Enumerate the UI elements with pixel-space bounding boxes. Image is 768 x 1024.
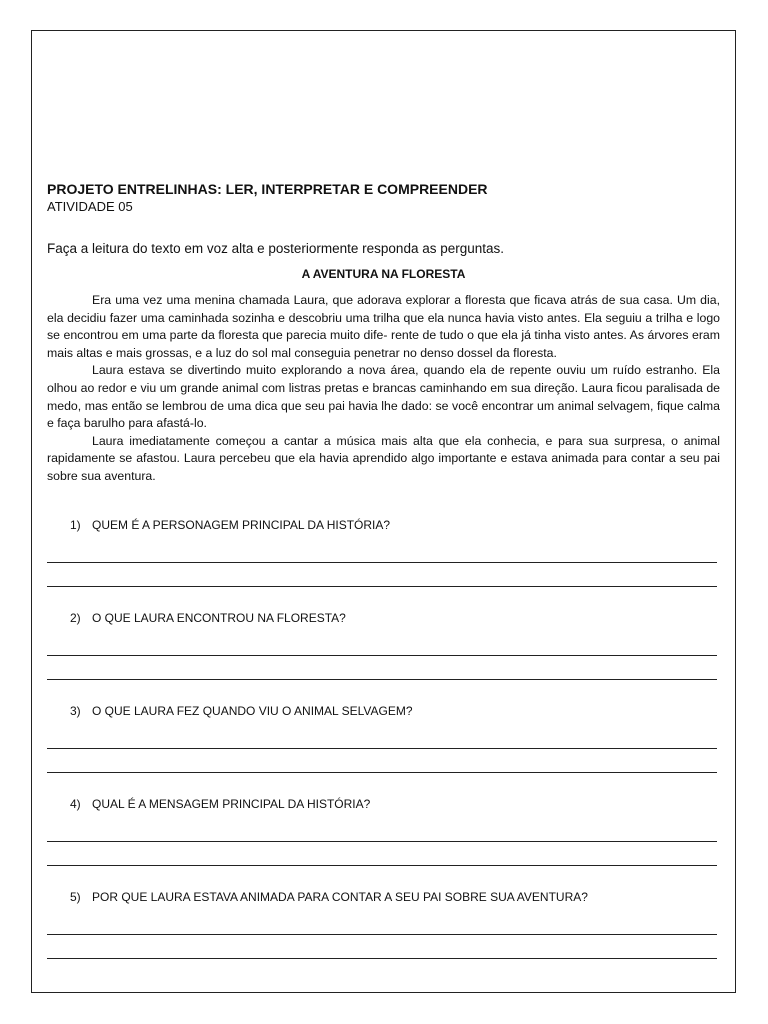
question-1	[47, 508, 720, 601]
story-paragraph-1: Era uma vez uma menina chamada Laura, que adorava explorar a floresta que ficava atrás de sua casa. Um dia, ela decidiu fazer uma caminhada sozinha e descobriu uma trilha que ela nunca havia visto antes. Ela seguiu a trilha e logo se encontrou em uma parte da floresta que parecia muito dife- rente de tudo o que ela já tinha visto antes. As árvores eram mais altas e mais grossas, e a luz do sol mal conseguia penetrar no denso dossel da floresta.	[47, 293, 720, 360]
question-text: QUEM É A PERSONAGEM PRINCIPAL DA HISTÓRIA?	[92, 517, 391, 532]
question-number: 1)	[70, 517, 81, 532]
answer-line[interactable]	[47, 958, 717, 959]
answer-line[interactable]	[47, 934, 717, 935]
reading-instruction: Faça a leitura do texto em voz alta e posteriormente responda as perguntas.	[47, 241, 505, 256]
answer-line[interactable]	[47, 586, 717, 587]
answer-line[interactable]	[47, 841, 717, 842]
question-text: O QUE LAURA ENCONTROU NA FLORESTA?	[92, 610, 346, 625]
story-title: A AVENTURA NA FLORESTA	[301, 267, 466, 281]
story-paragraph-3: Laura imediatamente começou a cantar a música mais alta que ela conhecia, e para sua surpresa, o animal rapidamente se afastou. Laura percebeu que ela havia aprendido algo importante e estava animada para contar a seu pai sobre sua aventura.	[47, 433, 720, 483]
answer-line[interactable]	[47, 748, 717, 749]
question-3	[47, 694, 720, 787]
question-5	[47, 880, 720, 973]
worksheet-content	[47, 180, 720, 973]
question-text: POR QUE LAURA ESTAVA ANIMADA PARA CONTAR A SEU PAI SOBRE SUA AVENTURA?	[92, 889, 588, 904]
answer-line[interactable]	[47, 679, 717, 680]
question-number: 5)	[70, 889, 81, 904]
question-text: QUAL É A MENSAGEM PRINCIPAL DA HISTÓRIA?	[92, 796, 371, 811]
question-number: 3)	[70, 703, 81, 718]
story-paragraph-2: Laura estava se divertindo muito explorando a nova área, quando ela de repente ouviu um ruído estranho. Ela olhou ao redor e viu um grande animal com listras pretas e brancas caminhando em sua direção. Laura ficou paralisada de medo, mas então se lembrou de uma dica que seu pai havia lhe dado: se você encontrar um animal selvagem, fique calma e faça barulho para afastá-lo.	[47, 363, 720, 431]
question-number: 4)	[70, 796, 81, 811]
question-2	[47, 601, 720, 694]
question-text: O QUE LAURA FEZ QUANDO VIU O ANIMAL SELVAGEM?	[92, 703, 413, 718]
project-title: PROJETO ENTRELINHAS: LER, INTERPRETAR E COMPREENDER	[47, 181, 488, 197]
answer-line[interactable]	[47, 772, 717, 773]
question-4	[47, 787, 720, 880]
activity-label: ATIVIDADE 05	[47, 199, 133, 214]
answer-line[interactable]	[47, 865, 717, 866]
answer-line[interactable]	[47, 655, 717, 656]
questions-list	[47, 508, 720, 973]
question-number: 2)	[70, 610, 81, 625]
answer-line[interactable]	[47, 562, 717, 563]
